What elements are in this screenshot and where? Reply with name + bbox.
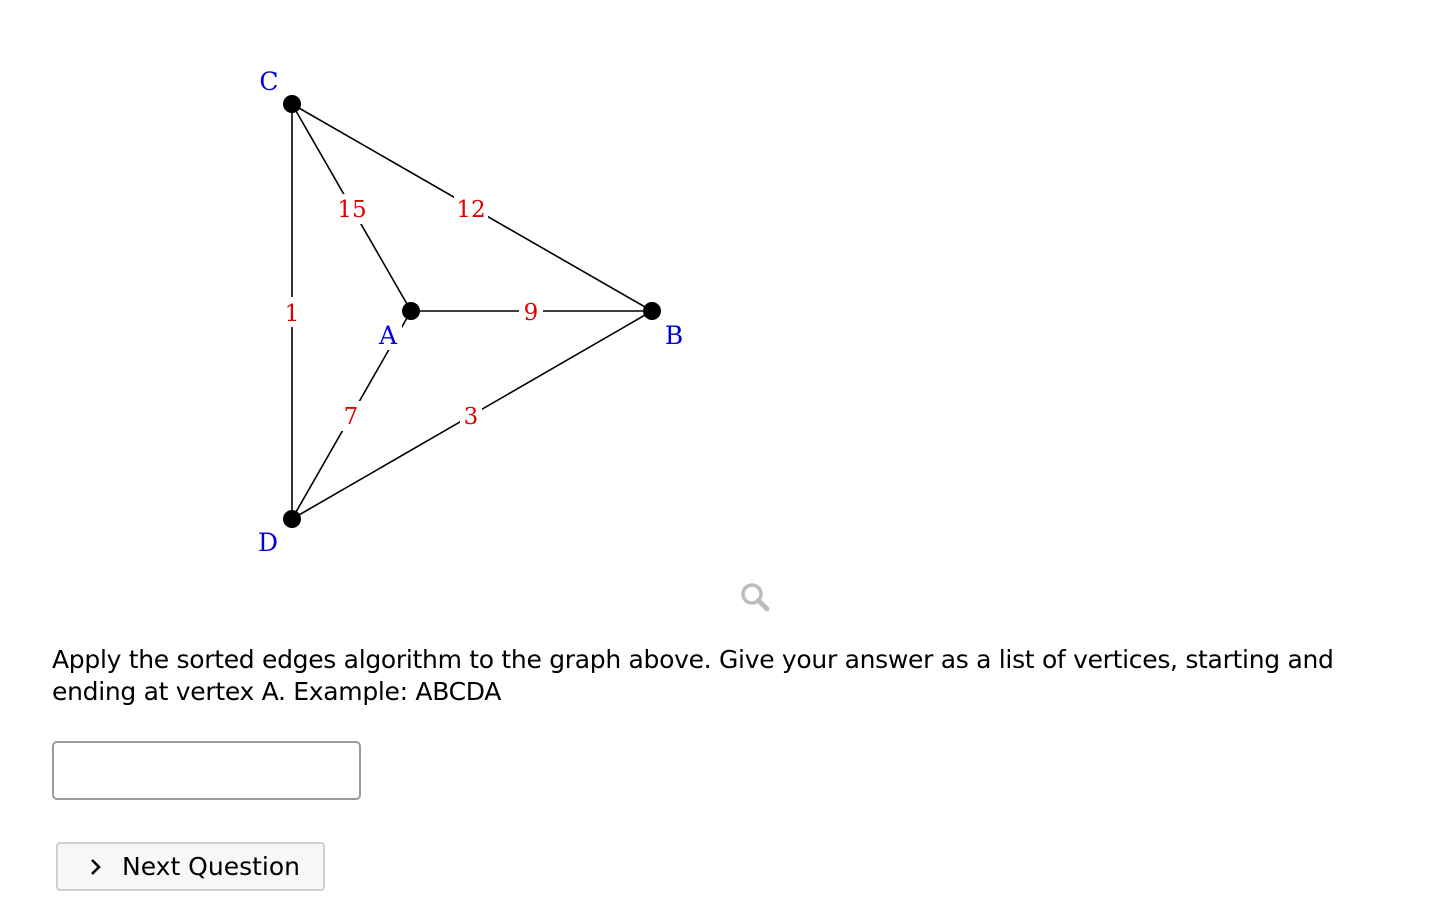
next-question-label: Next Question [122, 852, 301, 881]
vertex-label-a: A [378, 321, 398, 350]
vertex-d [283, 510, 301, 528]
vertex-label-c: C [259, 67, 279, 96]
vertex-a [402, 302, 420, 320]
weight-label-db: 3 [463, 404, 479, 430]
weight-label-cb: 12 [456, 197, 486, 223]
next-question-button[interactable] [56, 842, 325, 891]
vertex-label-d: D [257, 528, 279, 557]
magnifier-icon[interactable] [738, 580, 772, 614]
weight-label-cd: 1 [284, 301, 300, 327]
weight-label-ad: 7 [343, 404, 359, 430]
weight-label-ab: 9 [523, 300, 539, 326]
chevron-right-icon [90, 858, 102, 876]
graph-figure [0, 0, 760, 580]
vertex-label-b: B [664, 321, 684, 350]
vertex-c [283, 95, 301, 113]
vertex-b [643, 302, 661, 320]
answer-input[interactable] [52, 741, 361, 800]
weight-label-ca: 15 [337, 197, 367, 223]
question-text: Apply the sorted edges algorithm to the graph above. Give your answer as a list of vertices, starting and ending at vertex A. Example: ABCDA [52, 645, 1334, 706]
